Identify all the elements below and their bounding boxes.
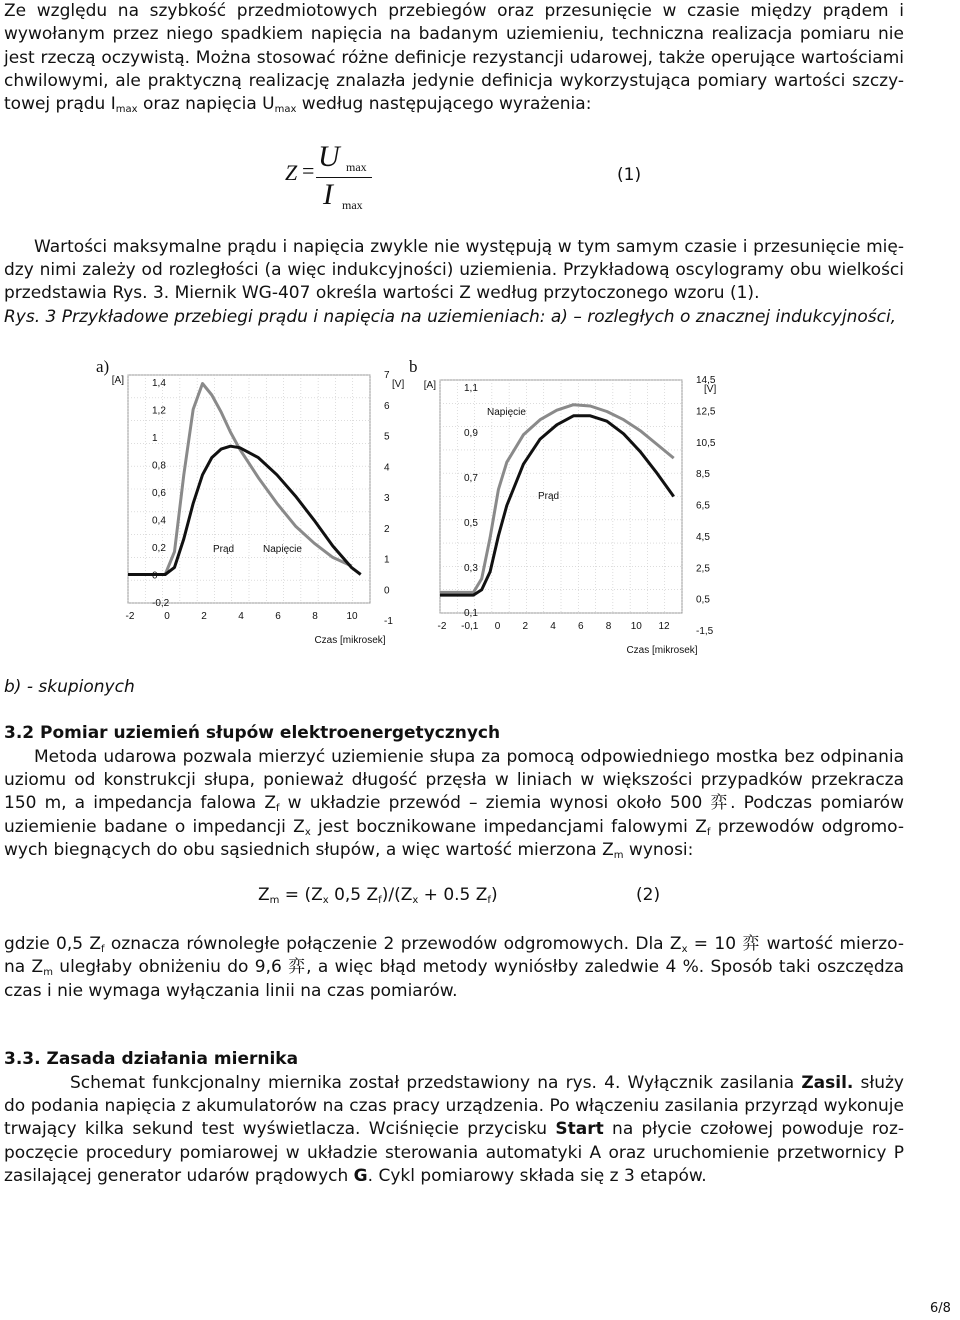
y-left-tick-label: 1,1 [464, 383, 478, 394]
text-line: towej prądu $I_{max}$ oraz napięcia $U_{max}$ według następującego wyrażenia: [4, 94, 592, 116]
equation-number-2: (2) [636, 885, 661, 905]
text-line: na $Z_m$ uległaby obniżeniu do 9,6 弈, a więc błąd metody wyniósłby zaledwie 4 %. Sposób taki oszczędza [4, 957, 904, 979]
chart-a-svg [88, 355, 428, 660]
left-axis-unit: [A] [423, 380, 436, 391]
series-annotation: Napięcie [487, 407, 526, 418]
section-heading-3-2: 3.2 Pomiar uziemień słupów elektroenergetycznych [4, 723, 501, 743]
x-tick-label: 10 [630, 621, 642, 632]
right-axis-unit: [V] [704, 384, 717, 395]
paragraph-intro [4, 0, 904, 116]
y-right-tick-label: 3 [384, 493, 390, 504]
y-right-tick-label: 4,5 [696, 531, 710, 543]
formula-denominator: I [323, 178, 333, 211]
y-left-tick-label: 0,5 [464, 518, 478, 529]
x-tick-label: 0 [494, 621, 501, 632]
right-axis-unit: [V] [392, 379, 405, 390]
paragraph-3-3 [4, 1095, 904, 1188]
page-number: 6/8 [930, 1301, 951, 1316]
x-tick-label: 8 [312, 611, 318, 622]
text-line: wych biegnących do obu sąsiednich słupów, a więc wartość mierzona $Z_m$ wynosi: [4, 839, 694, 861]
y-right-tick-label: 0,5 [696, 594, 710, 606]
y-right-tick-label: 8,5 [696, 469, 710, 481]
y-left-tick-label: 0,2 [152, 543, 166, 554]
text-line: Ze względu na szybkość przedmiotowych przebiegów oraz przesunięcie w czasie między prądem i [4, 1, 904, 21]
caption-b: b) - skupionych [4, 677, 135, 697]
x-tick-label: 2 [201, 611, 207, 622]
left-axis-unit: [A] [111, 375, 124, 386]
y-left-tick-label: 1,2 [152, 405, 166, 417]
text-line: trwający kilka sekund test wyświetlacza. Wciśnięcie przycisku Start na płycie czołowej powoduje roz- [4, 1119, 905, 1140]
x-tick-label: 10 [346, 611, 358, 622]
text-line: wywołanym przez niego spadkiem napięcia na badanym uziemieniu, techniczna realizacja pomiaru nie [4, 24, 904, 45]
y-right-tick-label: 5 [384, 431, 390, 443]
formula-numerator: U [318, 140, 340, 173]
text-line: zasilającej generator udarów prądowych G. Cykl pomiarowy składa się z 3 etapów. [4, 1165, 707, 1186]
text-line: poczęcie procedury pomiarowej w układzie sterowania automatyki A oraz uruchomienie przetwornicy P [4, 1142, 904, 1163]
y-right-tick-label: 6 [384, 400, 390, 412]
x-tick-label: -0,1 [461, 621, 479, 632]
text-line: uziemienie badane o impedancji $Z_x$ jest bocznikowane impedancjami falowymi $Z_f$ przewodów odgromo- [4, 816, 904, 838]
x-tick-label: 2 [522, 621, 529, 632]
y-right-tick-label: -1,5 [696, 626, 714, 637]
x-tick-label: 4 [550, 621, 556, 632]
paragraph-oscillograms-cont [4, 259, 904, 329]
text-line: przedstawia Rys. 3. Miernik WG-407 określa wartości Z według przytoczonego wzoru (1). [4, 283, 760, 304]
panel-label: b [409, 357, 418, 376]
x-tick-label: -2 [437, 621, 447, 632]
y-right-tick-label: 1 [384, 554, 390, 566]
paragraph-3-2 [4, 769, 904, 862]
text-line: gdzie 0,5 $Z_f$ oznacza równoległe połączenie 2 przewodów odgromowych. Dla $Z_x = 10$ 弈 wartość mierzo- [4, 934, 904, 955]
y-right-tick-label: -1 [384, 616, 393, 627]
equation-number: (1) [617, 165, 642, 185]
x-tick-label: -2 [125, 611, 135, 622]
formula-equals: = [302, 158, 315, 183]
x-tick-label: 4 [238, 611, 244, 622]
y-left-tick-label: 0 [152, 570, 158, 582]
chart-a [88, 355, 428, 664]
x-tick-label: 8 [605, 621, 612, 632]
series-annotation: Prąd [213, 544, 235, 555]
x-axis-label: Czas [mikrosek] [626, 645, 698, 656]
y-right-tick-label: 2,5 [696, 563, 710, 575]
text-line: Schemat funkcjonalny miernika został przedstawiony na rys. 4. Wyłącznik zasilania Zasil. służy [70, 1073, 904, 1093]
y-left-tick-label: 0,4 [152, 515, 166, 527]
y-left-tick-label: 0,8 [152, 460, 166, 472]
text-line: Metoda udarowa pozwala mierzyć uziemienie słupa za pomocą odpowiedniego mostka bez odpinania [34, 747, 904, 767]
series-annotation: Napięcie [263, 544, 302, 555]
x-tick-label: 6 [275, 611, 281, 622]
x-tick-label: 6 [577, 621, 584, 632]
formula-lhs: Z [285, 160, 298, 185]
paragraph-oscillograms [34, 236, 904, 259]
y-right-tick-label: 6,5 [696, 500, 710, 512]
paragraph-3-3-first [70, 1072, 904, 1095]
text-line: jest rzeczą oczywistą. Można stosować różne definicje rezystancji udarowej, także operujące wartościami [4, 47, 904, 68]
y-left-tick-label: 0,9 [464, 428, 478, 439]
x-tick-label: 0 [164, 611, 170, 622]
formula-2: $Z_m = (Z_x$ 0,5 $Z_f)/(Z_x + 0.5$ $Z_f$) [258, 885, 498, 906]
chart-b [395, 355, 725, 669]
y-right-tick-label: 2 [384, 523, 390, 535]
y-right-tick-label: 10,5 [696, 437, 716, 449]
y-left-tick-label: -0,2 [152, 598, 170, 609]
text-line: dzy nimi zależy od rozległości (a więc indukcyjności) uziemienia. Przykładową oscylogramy obu wielkości [4, 260, 904, 280]
y-left-tick-label: 0,3 [464, 563, 478, 574]
y-left-tick-label: 1,4 [152, 378, 166, 389]
x-axis-label: Czas [mikrosek] [314, 635, 386, 646]
series-annotation: Prąd [538, 491, 560, 502]
x-tick-label: 12 [658, 621, 670, 632]
y-left-tick-label: 1 [152, 433, 158, 444]
panel-label: a) [96, 357, 110, 376]
formula-denominator-sub: max [342, 198, 363, 212]
text-line: Wartości maksymalne prądu i napięcia zwykle nie występują w tym samym czasie i przesunięcie mię- [34, 237, 904, 257]
text-line: uziomu od konstrukcji słupa, ponieważ długość przęsła w liniach w większości przypadków przekracza [4, 770, 904, 790]
text-line: do podania napięcia z akumulatorów na czas pracy urządzenia. Po włączeniu zasilania przyrząd wykonuje [4, 1096, 904, 1116]
formula-numerator-sub: max [346, 160, 367, 174]
chart-b-svg [395, 355, 725, 665]
y-right-tick-label: 12,5 [696, 406, 716, 418]
paragraph-parallel [4, 933, 904, 1003]
paragraph-3-2-first [34, 746, 904, 769]
y-right-tick-label: 0 [384, 585, 390, 597]
y-right-tick-label: 7 [384, 370, 390, 381]
y-left-tick-label: 0,1 [464, 608, 478, 619]
y-right-tick-label: 14,5 [696, 375, 716, 386]
section-heading-3-3: 3.3. Zasada działania miernika [4, 1049, 299, 1069]
y-left-tick-label: 0,7 [464, 473, 478, 484]
text-line: 150 m, a impedancja falowa $Z_f$ w układzie przewód – ziemia wynosi około 500 弈. Podczas pomiarów [4, 793, 904, 815]
y-left-tick-label: 0,6 [152, 488, 166, 499]
y-right-tick-label: 4 [384, 462, 390, 474]
text-line: chwilowymi, ale praktyczną realizację znalazła jedynie definicja wykorzystująca pomiary wartości szczy- [4, 70, 904, 91]
figure-caption: Rys. 3 Przykładowe przebiegi prądu i napięcia na uziemieniach: a) – rozległych o znacznej indukcyjności, [4, 306, 897, 327]
text-line: czas i nie wymaga wyłączania linii na czas pomiarów. [4, 980, 458, 1001]
